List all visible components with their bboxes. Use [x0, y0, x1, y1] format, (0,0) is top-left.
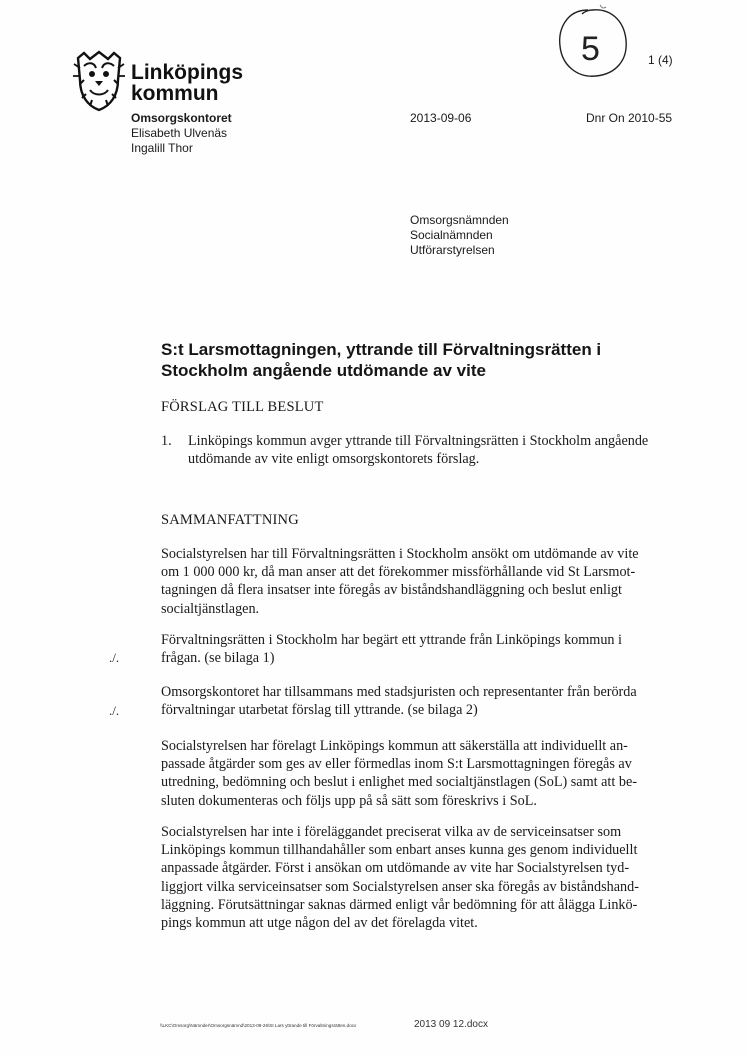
text-line: passade åtgärder som ges av eller förmedlas inom S:t Larsmottagningen föregås av — [161, 756, 632, 773]
summary-paragraph-5 — [161, 823, 721, 932]
proposal-heading: FÖRSLAG TILL BESLUT — [161, 399, 324, 415]
text-line: Omsorgskontoret har tillsammans med stadsjuristen och representanter från berörda — [161, 684, 637, 700]
attachment-margin-mark-2: ./. — [109, 703, 120, 718]
recipient-3: Utförarstyrelsen — [410, 243, 495, 257]
author-1: Elisabeth Ulvenäs — [131, 126, 228, 140]
text-line: Socialstyrelsen har till Förvaltningsrätten i Stockholm ansökt om utdömande av vite — [161, 546, 639, 562]
proposal-item-line1: Linköpings kommun avger yttrande till Förvaltningsrätten i Stockholm angående — [188, 433, 649, 449]
summary-paragraph-3 — [161, 683, 721, 719]
text-line: liggjort vilka serviceinsatser som Socialstyrelsen anser ska föregås av biståndshand- — [161, 878, 639, 895]
author-2: Ingalill Thor — [131, 141, 193, 155]
text-line: Socialstyrelsen har förelagt Linköpings kommun att säkerställa att individuellt an- — [161, 738, 628, 754]
text-line: tagningen då flera insatser inte föregås av biståndshandläggning och beslut enligt — [161, 582, 622, 599]
text-line: frågan. (se bilaga 1) — [161, 650, 275, 667]
summary-paragraph-2 — [161, 631, 721, 667]
footer-file-path: \\LKC\Omsorg\Nämnder\Omsorgsnämnd\2013-09-26\St Lars yttrande till Förvaltningsrätten.docx — [160, 1023, 357, 1028]
text-line: pings kommun att utge någon del av det förelagda vitet. — [161, 915, 478, 932]
text-line: Linköpings kommun tillhandahåller som enbart anses kunna ges genom individuellt — [161, 842, 638, 859]
handwritten-number: 5 — [581, 30, 600, 68]
summary-paragraph-4 — [161, 737, 721, 810]
text-line: Förvaltningsrätten i Stockholm har begärt ett yttrande från Linköpings kommun i — [161, 632, 623, 648]
office-name: Omsorgskontoret — [131, 111, 232, 125]
recipient-1: Omsorgsnämnden — [410, 213, 509, 227]
text-line: utredning, bedömning och beslut i enlighet med socialtjänstlagen (SoL) samt att be- — [161, 774, 637, 791]
summary-paragraph-1 — [161, 545, 721, 618]
document-title-line1: S:t Larsmottagningen, yttrande till Förvaltningsrätten i — [161, 340, 602, 359]
text-line: förvaltningar utarbetat förslag till yttrande. (se bilaga 2) — [161, 702, 478, 719]
text-line: om 1 000 000 kr, då man anser att det förekommer missförhållande vid St Larsmot- — [161, 564, 636, 581]
page-number: 1 (4) — [648, 53, 673, 67]
lion-crest-logo — [70, 50, 128, 112]
logo-title-line2: kommun — [131, 82, 219, 105]
diary-number: Dnr On 2010-55 — [586, 111, 673, 125]
text-line: sluten dokumenteras och följs upp på så sätt som föreskrivs i SoL. — [161, 792, 537, 809]
proposal-item-line2: utdömande av vite enligt omsorgskontorets förslag. — [188, 451, 480, 467]
document-date: 2013-09-06 — [410, 111, 472, 125]
logo-title-line1: Linköpings — [131, 61, 243, 84]
text-line: Socialstyrelsen har inte i föreläggandet preciserat vilka av de serviceinsatser som — [161, 824, 622, 840]
text-line: anpassade åtgärder. Först i ansökan om utdömande av vite har Socialstyrelsen tyd- — [161, 860, 630, 877]
summary-heading: SAMMANFATTNING — [161, 512, 299, 528]
handwritten-circle-mark — [548, 2, 638, 82]
text-line: socialtjänstlagen. — [161, 600, 260, 617]
footer-file-date: 2013 09 12.docx — [414, 1019, 488, 1030]
text-line: läggning. Förutsättningar saknas därmed enligt vår bedömning för att ålägga Linkö- — [161, 896, 638, 913]
document-title-line2: Stockholm angående utdömande av vite — [161, 361, 486, 380]
recipient-2: Socialnämnden — [410, 228, 493, 242]
proposal-item-number: 1. — [161, 433, 172, 449]
attachment-margin-mark-1: ./. — [109, 650, 120, 665]
